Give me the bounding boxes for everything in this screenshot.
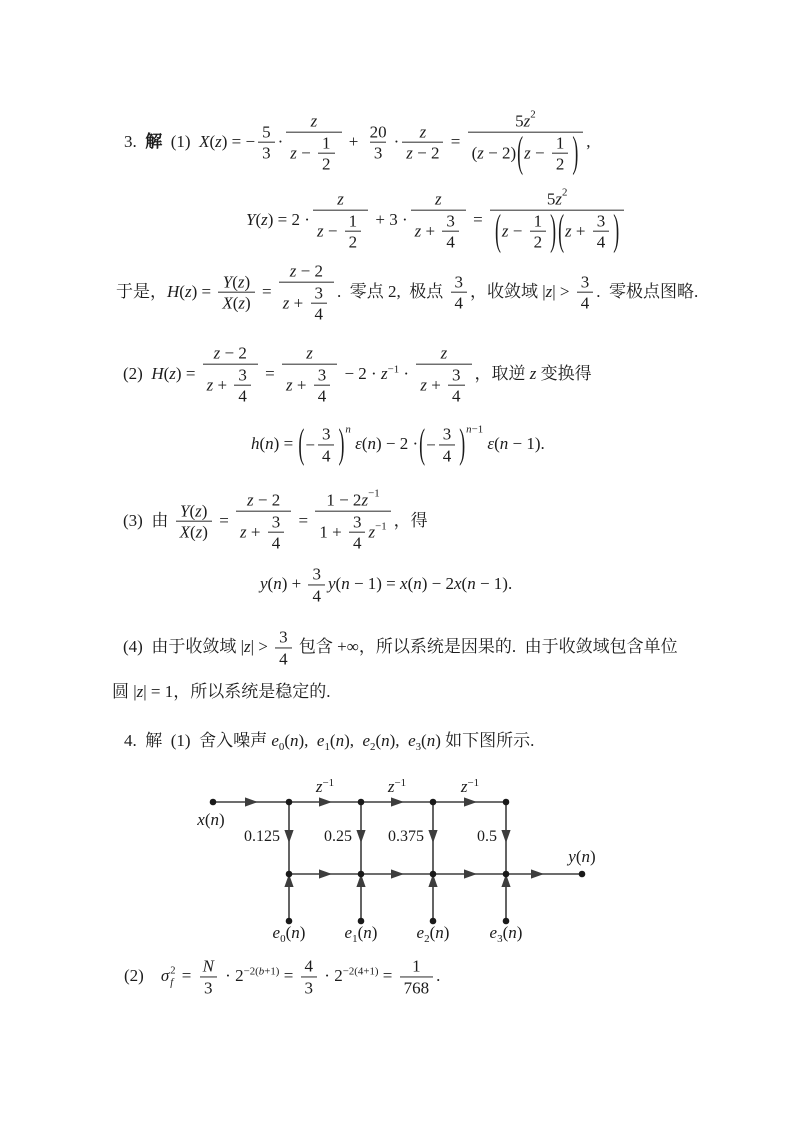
- input-label: x(n): [197, 810, 225, 829]
- gain-label-3: 0.5: [477, 828, 497, 845]
- flow-node: [358, 799, 365, 806]
- noise-label-1: $e_1(n)$: [344, 923, 378, 945]
- noise-label-3: $e_3(n)$: [489, 923, 523, 945]
- problem3-hz-zeros-poles: 于是，H(z) = Y ( z ) X ( z ) = z − 2 z + $\frac{3}{4}$ . 零点 2, 极点 $\frac{3}{4}$ ，收敛域 |z| > $\frac{3}{4}$ . 零极点图略.: [116, 261, 699, 324]
- flow-node: [286, 871, 293, 878]
- signal-flow-graph-svg: [165, 778, 635, 953]
- gain-label-0: 0.125: [244, 828, 280, 845]
- noise-label-0: $e_0(n)$: [272, 923, 306, 945]
- flow-node: [579, 871, 586, 878]
- delay-label-2: $z^{-1}$: [460, 778, 480, 796]
- problem3-part4-stable-text: 圆 |z| = 1，所以系统是稳定的.: [112, 681, 331, 701]
- flow-node: [286, 799, 293, 806]
- problem3-part3-transfer: (3) 由 Y ( z ) X ( z ) = z − 2 z + $\frac{3}{4}$ = 1 − 2 z −1 1 + $\frac{3}{4}$ z −1 ，得: [123, 488, 428, 553]
- problem4-intro-text: 4. 解 (1) 舍入噪声 e0(n), e1(n), e2(n), e3(n) 如下图所示.: [124, 730, 535, 753]
- arrowhead-icon: [464, 869, 477, 878]
- problem3-part2-hz: (2) H(z) = z − 2 z + $\frac{3}{4}$ = z z + $\frac{3}{4}$ − 2 · z−1 · z z + $\frac{3}{4}$ ，取逆 z 变换得: [123, 343, 592, 406]
- output-label: y(n): [568, 847, 596, 866]
- arrowhead-icon: [356, 830, 365, 843]
- problem4-variance-equation: (2) σ 2 f = $\frac{N}{3}$ · 2−2(b+1) = $\frac{4}{3}$ · 2−2(4+1) = $\frac{1}{768}$ .: [124, 956, 441, 997]
- flow-node: [430, 799, 437, 806]
- problem3-part4-causal-text: (4) 由于收敛域 |z| > $\frac{3}{4}$ 包含 +∞，所以系统是因果的. 由于收敛域包含单位: [123, 627, 678, 668]
- delay-label-1: $z^{-1}$: [387, 778, 407, 796]
- arrowhead-icon: [501, 830, 510, 843]
- arrowhead-icon: [531, 869, 544, 878]
- flow-node: [430, 871, 437, 878]
- arrowhead-icon: [464, 797, 477, 806]
- arrowhead-icon: [428, 830, 437, 843]
- arrowhead-icon: [319, 869, 332, 878]
- arrowhead-icon: [319, 797, 332, 806]
- arrowhead-icon: [391, 797, 404, 806]
- signal-flow-graph: [165, 778, 635, 953]
- flow-node: [358, 871, 365, 878]
- gain-label-2: 0.375: [388, 828, 424, 845]
- gain-label-1: 0.25: [324, 828, 352, 845]
- flow-node: [210, 799, 217, 806]
- arrowhead-icon: [245, 797, 258, 806]
- flow-node: [503, 871, 510, 878]
- noise-label-2: $e_2(n)$: [416, 923, 450, 945]
- flow-node: [503, 799, 510, 806]
- arrowhead-icon: [391, 869, 404, 878]
- delay-label-0: $z^{-1}$: [315, 778, 335, 796]
- problem3-impulse-response: h(n) = ( − $\frac{3}{4}$ ) n ε(n) − 2 · ( − $\frac{3}{4}$ ) n−1 ε(n − 1).: [251, 419, 545, 466]
- problem3-difference-equation: y(n) + $\frac{3}{4}$ y(n − 1) = x(n) − 2x(n − 1).: [260, 564, 513, 605]
- problem3-equation-yz: Y(z) = 2 · z z − $\frac{1}{2}$ + 3 · z z + $\frac{3}{4}$ = 5 z 2 ( z − $\frac{1}{2}$ ) ( z + $\frac{3}{4}$ ): [246, 190, 627, 253]
- arrowhead-icon: [284, 830, 293, 843]
- problem3-equation-xz: 3. 解 (1) X(z) = − $\frac{5}{3}$ · z z − $\frac{1}{2}$ + $\frac{20}{3}$ · z z − 2 = 5 z 2 ( z − 2 ) ( z − $\frac{1}{2}$ ) ,: [124, 109, 591, 176]
